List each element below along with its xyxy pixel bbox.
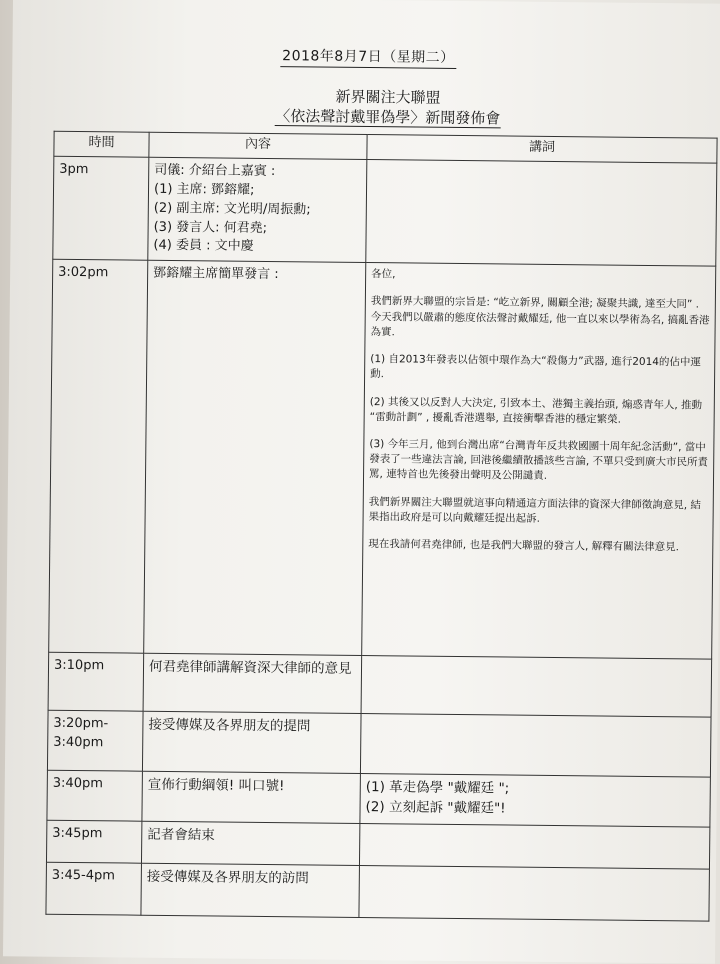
content-line: (3) 發言人: 何君堯; [153,219,268,236]
speech-cell [366,160,717,267]
document-date: 2018年8月7日（星期二） [12,42,720,69]
column-header-speech: 講詞 [367,135,717,164]
content-line: (1) 主席: 鄧鎔耀; [153,181,255,198]
content-cell [144,260,366,655]
content-line: 司儀: 介紹台上嘉賓 : [154,162,276,180]
content-line: 宣佈行動綱領! 叫口號! [147,776,285,795]
event-title: 〈依法聲討戴罪偽學〉新聞發佈會 [275,107,501,128]
content-line: (4) 委員 : 文中慶 [153,238,254,255]
content-cell [141,863,360,917]
speech-paragraph: 我們新界關注大聯盟就這事向精通這方面法律的資深大律師徵詢意見, 結果指出政府是可以向戴耀廷提出起訴. [368,495,702,525]
content-line: 鄧鎔耀主席簡單發言 : [153,265,279,283]
content-line: 接受傳媒及各界朋友的訪問 [146,868,309,887]
content-cell [148,157,367,262]
speech-paragraph: 現在我請何君堯律師, 也是我們大聯盟的發言人, 解釋有關法律意見. [368,538,680,554]
speech-cell [360,714,711,778]
content-cell [142,711,361,773]
speech-cell [360,774,711,828]
paper-sheet [3,0,720,964]
table-row [46,820,709,869]
column-header-time: 時間 [54,131,149,157]
speech-cell [359,824,709,870]
content-line: 記者會結束 [147,826,215,844]
schedule-table [45,131,717,922]
speech-paragraph: 各位, [371,268,396,281]
time-cell: 3:20pm- 3:40pm [47,710,143,771]
time-cell: 3:10pm [48,652,144,711]
speech-paragraph: (3) 今年三月, 他到台灣出席“台灣青年反共救國團十周年紀念活動”, 當中發表了一些違法言論, 回港後繼續散播該些言論, 不單只受到廣大市民所責罵, 連特首也先後發出聲明及公開譴責. [368,438,709,483]
time-cell: 3pm [53,156,149,260]
content-cell [143,653,362,713]
speech-cell [361,656,712,718]
content-line: (2) 副主席: 文光明/周振勳; [153,200,311,218]
time-cell: 3:45pm [46,820,141,863]
table-row [49,259,716,659]
content-cell [142,771,361,823]
table-row [47,770,710,827]
table-row [47,710,711,777]
time-cell: 3:02pm [49,259,148,653]
content-line: 接受傳媒及各界朋友的提問 [148,716,311,735]
speech-cell [362,263,716,660]
organization-title: 新界關注大聯盟 [335,87,441,107]
content-line: 何君堯律師講解資深大律師的意見 [148,658,352,678]
speech-paragraph: (2) 其後又以反對人大決定, 引致本土、港獨主義抬頭, 煽惑青年人, 推動 “雷動計劃” , 擾亂香港選舉, 直接衝擊香港的穩定繁榮. [369,395,703,426]
table-row [46,862,710,921]
speech-paragraph: (1) 自2013年發表以佔領中環作為大“殺傷力”武器, 進行2014的佔中運動. [370,353,702,381]
time-cell: 3:40pm [47,770,143,821]
speech-paragraph: 我們新界大聯盟的宗旨是: “屹立新界, 關顧全港; 凝聚共識, 達至大同” . 今天我們以嚴肅的態度依法聲討戴耀廷, 他一直以來以學術為名, 搞亂香港為實. [370,295,710,339]
time-cell: 3:45-4pm [46,862,142,915]
table-row [53,156,717,266]
column-header-content: 內容 [149,132,367,159]
table-row [48,652,712,717]
speech-line: (2) 立刻起訴 "戴耀廷"! [365,798,506,817]
speech-line: (1) 革走偽學 "戴耀廷 "; [365,779,510,797]
content-cell [141,821,359,865]
speech-cell [359,866,710,922]
